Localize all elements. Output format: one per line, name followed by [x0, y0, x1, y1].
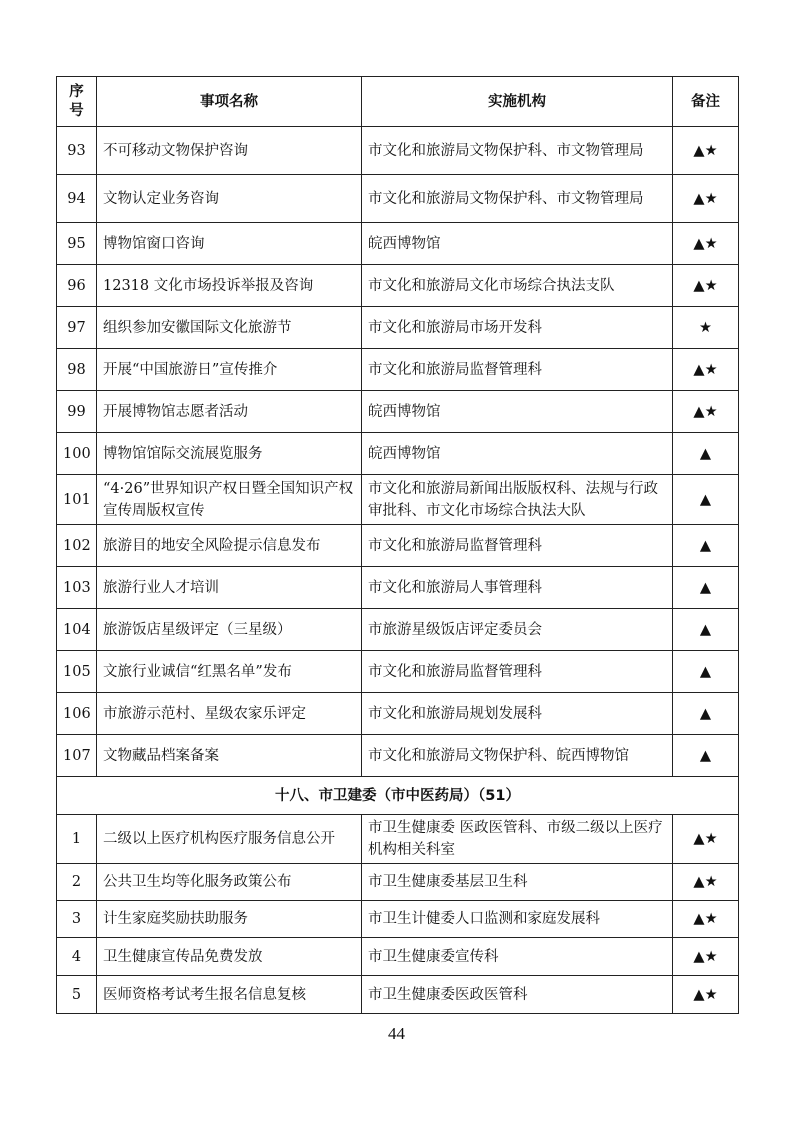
row-note-mark: ▲★	[673, 265, 739, 307]
row-number: 107	[57, 735, 97, 777]
row-item-name: 公共卫生均等化服务政策公布	[97, 864, 362, 901]
row-note-mark: ▲★	[673, 976, 739, 1014]
row-note-mark: ▲★	[673, 349, 739, 391]
row-number: 104	[57, 609, 97, 651]
row-item-name: 组织参加安徽国际文化旅游节	[97, 307, 362, 349]
row-organization: 皖西博物馆	[362, 391, 673, 433]
table-row	[57, 938, 739, 976]
row-number: 99	[57, 391, 97, 433]
row-number: 2	[57, 864, 97, 901]
header-org: 实施机构	[362, 77, 673, 127]
row-item-name: 文旅行业诚信“红黑名单”发布	[97, 651, 362, 693]
row-item-name: 医师资格考试考生报名信息复核	[97, 976, 362, 1014]
row-item-name: 旅游饭店星级评定（三星级）	[97, 609, 362, 651]
row-note-mark: ★	[673, 307, 739, 349]
section-title: 十八、市卫建委（市中医药局）（51）	[57, 777, 739, 815]
services-table	[56, 76, 739, 1014]
table-row	[57, 976, 739, 1014]
table-header-row	[57, 77, 739, 127]
row-organization: 市文化和旅游局文物保护科、市文物管理局	[362, 175, 673, 223]
row-item-name: 卫生健康宣传品免费发放	[97, 938, 362, 976]
row-organization: 皖西博物馆	[362, 433, 673, 475]
row-item-name: 二级以上医疗机构医疗服务信息公开	[97, 815, 362, 864]
row-note-mark: ▲★	[673, 901, 739, 938]
row-item-name: 博物馆馆际交流展览服务	[97, 433, 362, 475]
row-note-mark: ▲★	[673, 175, 739, 223]
row-number: 96	[57, 265, 97, 307]
row-item-name: 博物馆窗口咨询	[97, 223, 362, 265]
row-item-name: 市旅游示范村、星级农家乐评定	[97, 693, 362, 735]
row-item-name: 文物藏品档案备案	[97, 735, 362, 777]
row-note-mark: ▲★	[673, 815, 739, 864]
row-number: 94	[57, 175, 97, 223]
row-organization: 市文化和旅游局文物保护科、皖西博物馆	[362, 735, 673, 777]
table-body-culture	[57, 127, 739, 777]
row-note-mark: ▲	[673, 433, 739, 475]
row-number: 100	[57, 433, 97, 475]
row-note-mark: ▲	[673, 475, 739, 525]
table-row	[57, 901, 739, 938]
row-item-name: 旅游目的地安全风险提示信息发布	[97, 525, 362, 567]
row-organization: 市文化和旅游局监督管理科	[362, 651, 673, 693]
row-item-name: 开展博物馆志愿者活动	[97, 391, 362, 433]
row-note-mark: ▲	[673, 693, 739, 735]
row-organization: 市旅游星级饭店评定委员会	[362, 609, 673, 651]
header-name: 事项名称	[97, 77, 362, 127]
table-row	[57, 223, 739, 265]
row-organization: 市文化和旅游局文物保护科、市文物管理局	[362, 127, 673, 175]
row-organization: 市文化和旅游局文化市场综合执法支队	[362, 265, 673, 307]
table-row	[57, 433, 739, 475]
row-item-name: 12318 文化市场投诉举报及咨询	[97, 265, 362, 307]
table-row	[57, 127, 739, 175]
row-organization: 市卫生计健委人口监测和家庭发展科	[362, 901, 673, 938]
row-note-mark: ▲	[673, 735, 739, 777]
row-note-mark: ▲★	[673, 391, 739, 433]
header-no: 序号	[57, 77, 97, 127]
table-row	[57, 815, 739, 864]
row-note-mark: ▲★	[673, 938, 739, 976]
row-number: 106	[57, 693, 97, 735]
row-note-mark: ▲★	[673, 127, 739, 175]
table-row	[57, 265, 739, 307]
row-number: 101	[57, 475, 97, 525]
page-number: 44	[388, 1024, 405, 1043]
row-number: 105	[57, 651, 97, 693]
table-row	[57, 567, 739, 609]
row-number: 93	[57, 127, 97, 175]
row-note-mark: ▲	[673, 567, 739, 609]
row-note-mark: ▲	[673, 609, 739, 651]
table-row	[57, 864, 739, 901]
table-row	[57, 609, 739, 651]
section-row	[57, 777, 739, 815]
row-organization: 市卫生健康委 医政医管科、市级二级以上医疗机构相关科室	[362, 815, 673, 864]
row-organization: 市文化和旅游局市场开发科	[362, 307, 673, 349]
row-number: 97	[57, 307, 97, 349]
row-organization: 市文化和旅游局人事管理科	[362, 567, 673, 609]
table-row	[57, 349, 739, 391]
table-row	[57, 693, 739, 735]
row-organization: 市文化和旅游局监督管理科	[362, 525, 673, 567]
row-note-mark: ▲	[673, 525, 739, 567]
table-section-health	[57, 777, 739, 815]
row-organization: 市卫生健康委宣传科	[362, 938, 673, 976]
table-row	[57, 525, 739, 567]
table-row	[57, 475, 739, 525]
row-number: 3	[57, 901, 97, 938]
row-item-name: 不可移动文物保护咨询	[97, 127, 362, 175]
row-note-mark: ▲	[673, 651, 739, 693]
row-number: 5	[57, 976, 97, 1014]
table-row	[57, 307, 739, 349]
row-number: 98	[57, 349, 97, 391]
row-organization: 皖西博物馆	[362, 223, 673, 265]
row-number: 1	[57, 815, 97, 864]
table-row	[57, 175, 739, 223]
row-number: 4	[57, 938, 97, 976]
row-item-name: 开展“中国旅游日”宣传推介	[97, 349, 362, 391]
header-note: 备注	[673, 77, 739, 127]
row-number: 103	[57, 567, 97, 609]
row-organization: 市文化和旅游局监督管理科	[362, 349, 673, 391]
row-item-name: 文物认定业务咨询	[97, 175, 362, 223]
row-organization: 市文化和旅游局规划发展科	[362, 693, 673, 735]
table-row	[57, 651, 739, 693]
row-item-name: 旅游行业人才培训	[97, 567, 362, 609]
row-organization: 市卫生健康委医政医管科	[362, 976, 673, 1014]
row-number: 102	[57, 525, 97, 567]
table-body-health	[57, 815, 739, 1014]
row-note-mark: ▲★	[673, 223, 739, 265]
row-item-name: “4·26”世界知识产权日暨全国知识产权宣传周版权宣传	[97, 475, 362, 525]
table-row	[57, 735, 739, 777]
row-note-mark: ▲★	[673, 864, 739, 901]
row-organization: 市卫生健康委基层卫生科	[362, 864, 673, 901]
row-number: 95	[57, 223, 97, 265]
row-organization: 市文化和旅游局新闻出版版权科、法规与行政审批科、市文化市场综合执法大队	[362, 475, 673, 525]
row-item-name: 计生家庭奖励扶助服务	[97, 901, 362, 938]
table-row	[57, 391, 739, 433]
